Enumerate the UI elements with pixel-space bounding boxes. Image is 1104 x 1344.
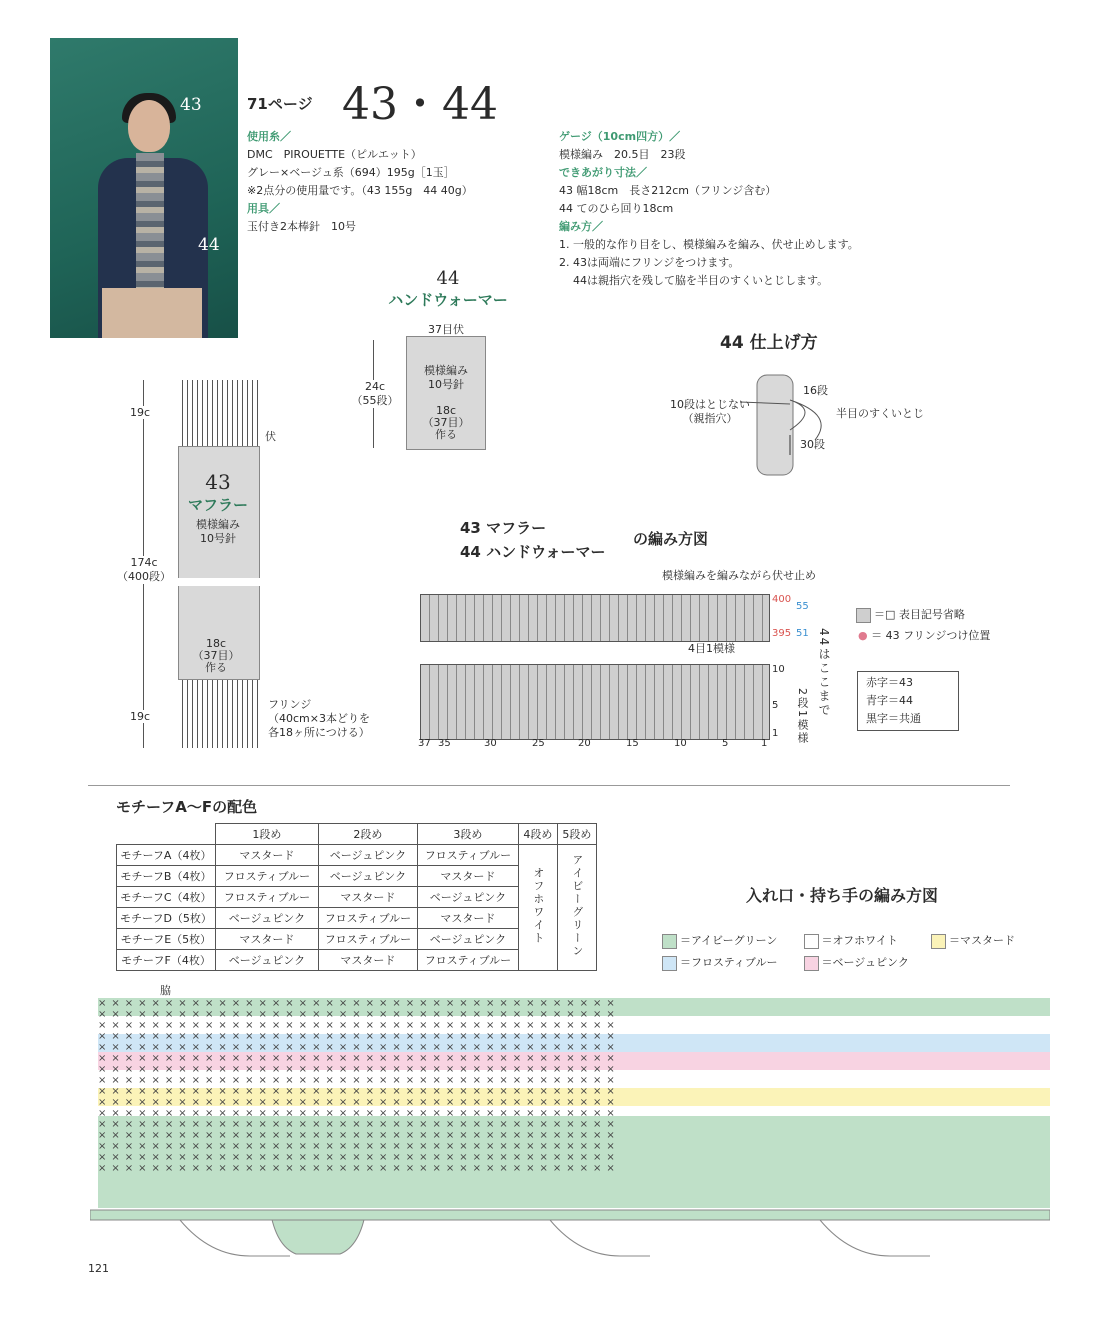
bag-handle-scallops <box>90 1206 1050 1262</box>
stitch-marks: ××××××××××××××××××××××××××××××××××××××× ××××××××××××××××××××××××××××××××××××××× ××××××××××××××××××××××××××××××××××××××× ××××××××××××××××××××××××××××××××××××××× ××××××××××××××××××××××××××××××××××××××× ××××××××××××××××××××××××××××××××××××××× ××××××××××××××××××××××××××××××××××××××× ××××××××××××××××××××××××××××××××××××××× ××××××××××××××××××××××××××××××××××××××× ××××××××××××××××××××××××××××××××××××××× ××××××××××××××××××××××××××××××××××××××× ××××××××××××××××××××××××××××××××××××××× ××××××××××××××××××××××××××××××××××××××× ××××××××××××××××××××××××××××××××××××××× ××××××××××××××××××××××××××××××××××××××× ××××××××××××××××××××××××××××××××××××××× <box>98 998 628 1188</box>
method-heading: 編み方／ <box>559 220 603 233</box>
chart-title-suffix: の編み方図 <box>633 530 709 548</box>
chart-row-repeat: 2段1模様 <box>796 688 809 745</box>
yarn-line: DMC PIROUETTE（ピルエット） <box>247 148 422 161</box>
photo-label-43: 43 <box>180 95 202 115</box>
yarn-line: ※2点分の使用量です。（43 155g 44 40g） <box>247 184 473 197</box>
muffler-top-length: 19c <box>130 406 151 419</box>
muffler-fringe-bottom <box>178 680 258 748</box>
muffler-pattern: 模様編み 10号針 <box>196 518 240 545</box>
muffler-title: 43 マフラー <box>187 470 248 514</box>
chart-row-55: 55 <box>796 601 809 612</box>
muffler-break <box>170 578 270 586</box>
tools-line: 玉付き2本棒針 10号 <box>247 220 356 233</box>
warmer-top: 37目伏 <box>428 323 464 336</box>
finishing-30: 30段 <box>800 438 825 451</box>
size-heading: できあがり寸法／ <box>559 166 647 179</box>
muffler-cast: 18c （37目） 作る <box>192 637 240 674</box>
materials-block <box>247 128 547 236</box>
method-step: 2. 43は両端にフリンジをつけます。 <box>559 256 740 269</box>
chart-row-1: 1 <box>772 728 779 739</box>
chart-bindoff: 模様編みを編みながら伏せ止め <box>662 569 816 582</box>
muffler-bind: 伏 <box>265 430 276 443</box>
bag-chart <box>98 998 1050 1208</box>
legend-omit: ＝□ 表目記号省略 <box>856 606 965 623</box>
finishing-thumb: 10段はとじない （親指穴） <box>670 398 750 425</box>
warmer-pattern: 模様編み 10号針 <box>424 364 468 391</box>
yarn-line: グレー×ベージュ系（694）195g［1玉］ <box>247 166 455 179</box>
size-line: 44 てのひら回り18cm <box>559 202 674 215</box>
warmer-cast: 18c （37目） 作る <box>422 404 470 441</box>
chart-repeat: 4目1模様 <box>688 642 735 655</box>
chart-row-51: 51 <box>796 628 809 639</box>
gauge-line: 模様編み 20.5目 23段 <box>559 148 686 161</box>
legend-fringe: ● ＝ 43 フリンジつけ位置 <box>858 629 991 642</box>
bag-title: 入れ口・持ち手の編み方図 <box>746 886 939 905</box>
side-label: 脇 <box>160 984 171 997</box>
chart-44-here: 44はここまで <box>817 628 831 718</box>
tools-heading: 用具／ <box>247 202 280 215</box>
section-divider <box>88 785 1010 786</box>
motif-title: モチーフA〜Fの配色 <box>116 798 258 816</box>
chart-row-395: 395 <box>772 628 792 639</box>
chart-row-5: 5 <box>772 700 779 711</box>
chart-row-10: 10 <box>772 664 785 675</box>
muffler-fringe-top <box>178 380 258 448</box>
page-number: 121 <box>88 1262 109 1275</box>
chart-title: 43 マフラー 44 ハンドウォーマー <box>460 519 606 561</box>
color-key: 赤字＝43 青字＝44 黒字＝共通 <box>857 671 959 731</box>
page-title: 43・44 <box>342 79 498 130</box>
model-photo <box>50 38 238 338</box>
muffler-length: 174c （400段） <box>112 556 176 584</box>
warmer-height: 24c （55段） <box>351 380 399 407</box>
finishing-title: 44 仕上げ方 <box>720 333 818 353</box>
gauge-heading: ゲージ（10cm四方）／ <box>559 130 681 143</box>
gauge-block <box>559 128 939 290</box>
warmer-title: 44 ハンドウォーマー <box>388 268 508 309</box>
size-line: 43 幅18cm 長さ212cm（フリンジ含む） <box>559 184 777 197</box>
muffler-fringe-note: フリンジ （40cm×3本どりを 各18ヶ所につける） <box>268 698 370 739</box>
chart-grid-bottom <box>420 664 770 740</box>
bag-legend: ＝アイビーグリーン ＝オフホワイト ＝マスタード ＝フロスティブルー ＝ベージュピンク <box>662 930 1062 974</box>
finishing-16: 16段 <box>803 384 828 397</box>
motif-color-table: 1段め 2段め 3段め 4段め 5段め モチーフA（4枚） マスタード ベージュピンク フロスティブルー オフホワイト アイビーグリーン モチーフB（4枚） フロスティブルー ベージュピンク マスタード モチーフC（4枚） フロスティブルー マスタード ベージュピンク モチーフD（5枚） ベージュピンク フロスティブルー マスタード モチーフE（5枚） マスタード フロスティブルー ベージュピンク モチーフF（4枚） ベージュピンク マスタード フロスティブルー <box>116 823 597 971</box>
method-step: 44は親指穴を残して脇を半目のすくいとじします。 <box>573 274 829 287</box>
photo-label-44: 44 <box>198 235 220 255</box>
finishing-join: 半目のすくいとじ <box>836 407 924 420</box>
page-reference: 71ページ <box>247 95 313 113</box>
chart-grid-top <box>420 594 770 642</box>
muffler-bottom-length: 19c <box>130 710 151 723</box>
chart-row-400: 400 <box>772 594 792 605</box>
yarn-heading: 使用糸／ <box>247 130 291 143</box>
method-step: 1. 一般的な作り目をし、模様編みを編み、伏せ止めします。 <box>559 238 859 251</box>
